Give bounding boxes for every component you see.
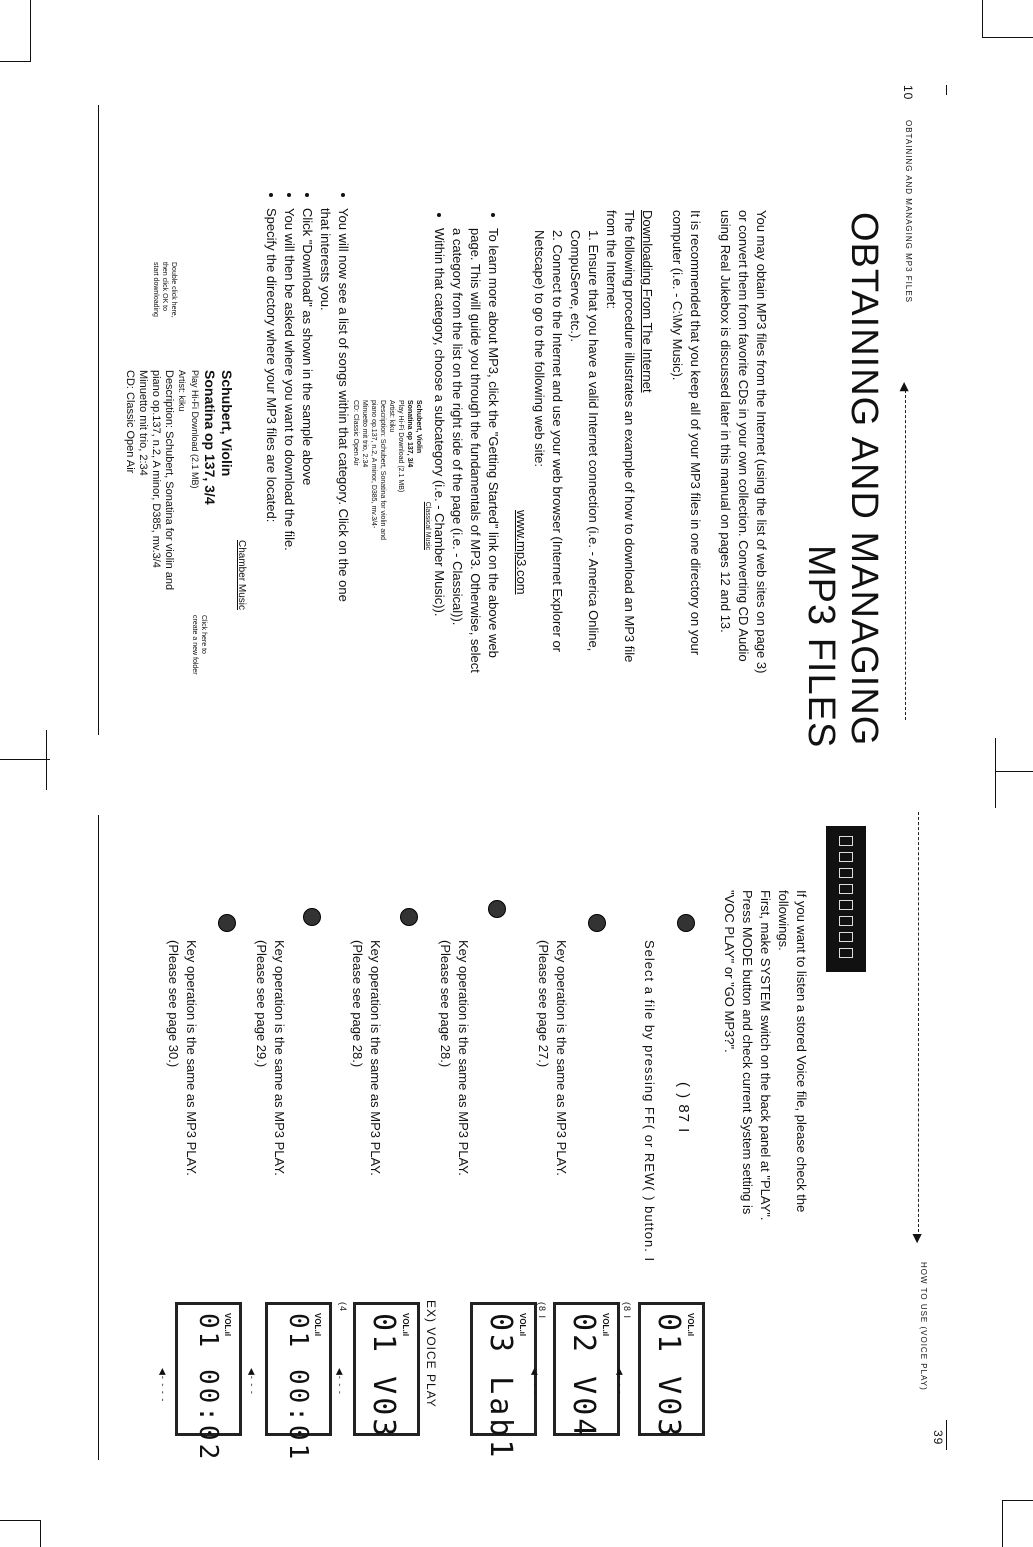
step-1-a: ( ) 87 I <box>675 1082 692 1134</box>
crop-mark <box>995 738 996 808</box>
bullet-list-1 <box>430 210 502 680</box>
sample-large-desc: Description: Schubert, Sonatina for violin and <box>163 370 175 591</box>
sample-small-line: piano op.137, n.2, A minor, D385, mv.3/4- <box>370 400 377 529</box>
sample-large-controls[interactable]: Play Hi-Fi Download (2.1 MB) <box>190 370 200 489</box>
arrow-left-icon: ◀- - - <box>335 1368 345 1395</box>
crop-mark <box>982 0 983 38</box>
sample-small-line: CD: Classic Open Air <box>352 400 359 466</box>
step-bullet-icon <box>218 914 236 932</box>
arrow-icon: ◀ <box>898 382 912 393</box>
step-2: 2. Connect to the Internet and use your web browser (Internet Explorer or Netscape) to go to the following web site: <box>532 230 565 653</box>
crop-mark <box>982 37 1033 38</box>
sample-small-link[interactable]: Classical Music <box>424 501 431 550</box>
sample-small <box>351 400 432 550</box>
lcd-display: VOL.ıl 01 V03 <box>353 1302 420 1436</box>
sample-small-line: Play Hi-Fi Download (2.1 MB) <box>397 400 404 493</box>
left-margin-rule <box>98 105 99 735</box>
step-1: 1. Ensure that you have a valid Internet connection (i.e. - America Online, CompuServe, etc.). <box>568 230 601 652</box>
crop-mark <box>0 1520 40 1521</box>
lcd-label: (8 I <box>622 1302 632 1320</box>
left-body-text <box>430 210 770 680</box>
header-dashed-line <box>918 812 919 1232</box>
right-margin-rule <box>946 85 947 95</box>
lcd-display: VOL.ıl 01 V03 <box>638 1302 705 1436</box>
sample-large-artist: Artist: kiku <box>177 370 187 412</box>
list-item: • You will then be asked where you want to download the file. <box>280 208 298 610</box>
arrow-left-icon: ◀- - - <box>615 1368 625 1395</box>
page-title-line2: MP3 FILES <box>800 545 842 749</box>
crop-mark <box>1002 1500 1003 1547</box>
crop-mark <box>46 730 47 790</box>
lcd-display: VOL.ıl 03 Lab1 <box>470 1302 537 1436</box>
step-bullet-icon <box>488 900 506 918</box>
step-1-b: Select a file by pressing FF( or REW( ) button. I <box>642 940 657 1263</box>
sample-large-desc: Minuetto mit trio, 2:34 <box>137 370 149 476</box>
arrow-left-icon: ◀- - - <box>247 1368 257 1395</box>
list-item: • Specify the directory where your MP3 files are located: <box>262 208 280 610</box>
sample-large-link[interactable]: Chamber Music <box>236 539 247 610</box>
download-intro: The following procedure illustrates an example of how to download an MP3 file from the Internet: <box>604 210 637 663</box>
right-running-header: HOW TO USE (VOICE PLAY) <box>919 1262 928 1391</box>
lcd-label: (8 I <box>537 1302 547 1320</box>
sample-large-subtitle: Sonatina op 137, 3/4 <box>202 370 218 505</box>
section-title-bar <box>826 826 866 972</box>
sample-large-desc: piano op.137, n.2, A minor, D385, mv.3/4 <box>150 370 162 568</box>
right-intro <box>720 890 810 1250</box>
sample-large <box>123 370 248 610</box>
sample-small-line: Description: Schubert, Sonatina for violin and <box>379 400 386 541</box>
crop-mark <box>40 1520 41 1547</box>
step-bullet-icon <box>588 914 606 932</box>
download-heading: Downloading From The Internet <box>640 210 655 393</box>
arrow-left-icon: ◀- - - - <box>158 1368 168 1403</box>
crop-mark <box>30 0 31 62</box>
list-item: • Click "Download" as shown in the sample above <box>298 208 316 610</box>
step-5: Key operation is the same as MP3 PLAY. (Please see page 29.) <box>254 940 287 1176</box>
bullet-list-2 <box>262 190 352 610</box>
intro-paragraph: You may obtain MP3 files from the Internet (using the list of web sites on page 3) or convert them from favorite CDs in your own collection. Converting CD Audio using Real Jukebox is discussed later in this manual on pages 12 and 13. <box>718 210 769 674</box>
left-margin-rule <box>98 815 99 1460</box>
arrow-left-icon: ◀- - - <box>530 1368 540 1395</box>
list-item: • To learn more about MP3, click the "Getting Started" link on the above web page. This will guide you through the fundamentals of MP3. Otherwise, select a category from the list on the right side of the page (i.e. - Classical)). <box>448 228 502 680</box>
step-3: Key operation is the same as MP3 PLAY. (Please see page 28.) <box>438 940 471 1176</box>
recommend-paragraph: It is recommended that you keep all of your MP3 files in one directory on your computer (i.e. - C:\My Music). <box>670 210 703 656</box>
note-double-click: Double click here, then click OK to start downloading <box>152 262 177 318</box>
crop-mark <box>0 61 30 62</box>
step-6: Key operation is the same as MP3 PLAY. (Please see page 30.) <box>166 940 199 1176</box>
intro-line: If you want to listen a stored Voice file, please check the followings. <box>776 890 809 1213</box>
right-margin-rule <box>946 1420 947 1450</box>
list-item: • Within that category, choose a subcategory (i.e. - Chamber Music)). <box>430 228 448 680</box>
right-page-number: 39 <box>931 1430 945 1446</box>
sample-small-line: Minuetto mit trio, 2:34 <box>361 400 368 468</box>
page-title-line1: OBTAINING AND MANAGING <box>843 212 885 747</box>
lcd-display: VOL.ıl 01 00:02 <box>175 1302 242 1436</box>
step-2: Key operation is the same as MP3 PLAY. (Please see page 27.) <box>536 940 569 1176</box>
header-dashed-line <box>905 390 906 720</box>
sample-small-title: Schubert, Violin <box>415 400 422 454</box>
intro-line: Press MODE button and check current System setting is "VOC PLAY" or "GO MP3?". <box>722 890 755 1215</box>
arrow-down-icon: ▶ <box>911 1234 925 1245</box>
note-new-folder: Click here to create a new folder <box>191 615 207 675</box>
left-running-header: OBTAINING AND MANAGING MP3 FILES <box>904 120 913 303</box>
lcd-label: (4 <box>338 1302 348 1313</box>
intro-line: First, make SYSTEM switch on the back panel at "PLAY". <box>758 890 773 1221</box>
sample-large-desc: CD: Classic Open Air <box>124 370 136 474</box>
list-item: • You will now see a list of songs within that category. Click on the one that interests you. <box>316 208 352 610</box>
crop-mark <box>995 771 1033 772</box>
sample-small-subtitle: Sonatina op 137, 3/4 <box>406 400 413 468</box>
crop-mark <box>0 759 50 760</box>
step-4: Key operation is the same as MP3 PLAY. (Please see page 28.) <box>350 940 383 1176</box>
step-bullet-icon <box>677 914 695 932</box>
left-page-number: 10 <box>901 85 915 101</box>
crop-mark <box>1002 1500 1033 1501</box>
website-link[interactable]: www.mp3.com <box>514 510 529 595</box>
lcd-display: VOL.ıl 02 V04 <box>553 1302 620 1436</box>
step-bullet-icon <box>303 908 321 926</box>
example-label: EX) VOICE PLAY <box>424 1300 438 1408</box>
lcd-display: VOL.ıl 01 00:01 <box>265 1302 332 1436</box>
bullet-list-2-wrap <box>262 190 352 610</box>
sample-large-title: Schubert, Violin <box>219 370 235 477</box>
step-bullet-icon <box>400 908 418 926</box>
sample-small-line: Artist: kiku <box>388 400 395 433</box>
